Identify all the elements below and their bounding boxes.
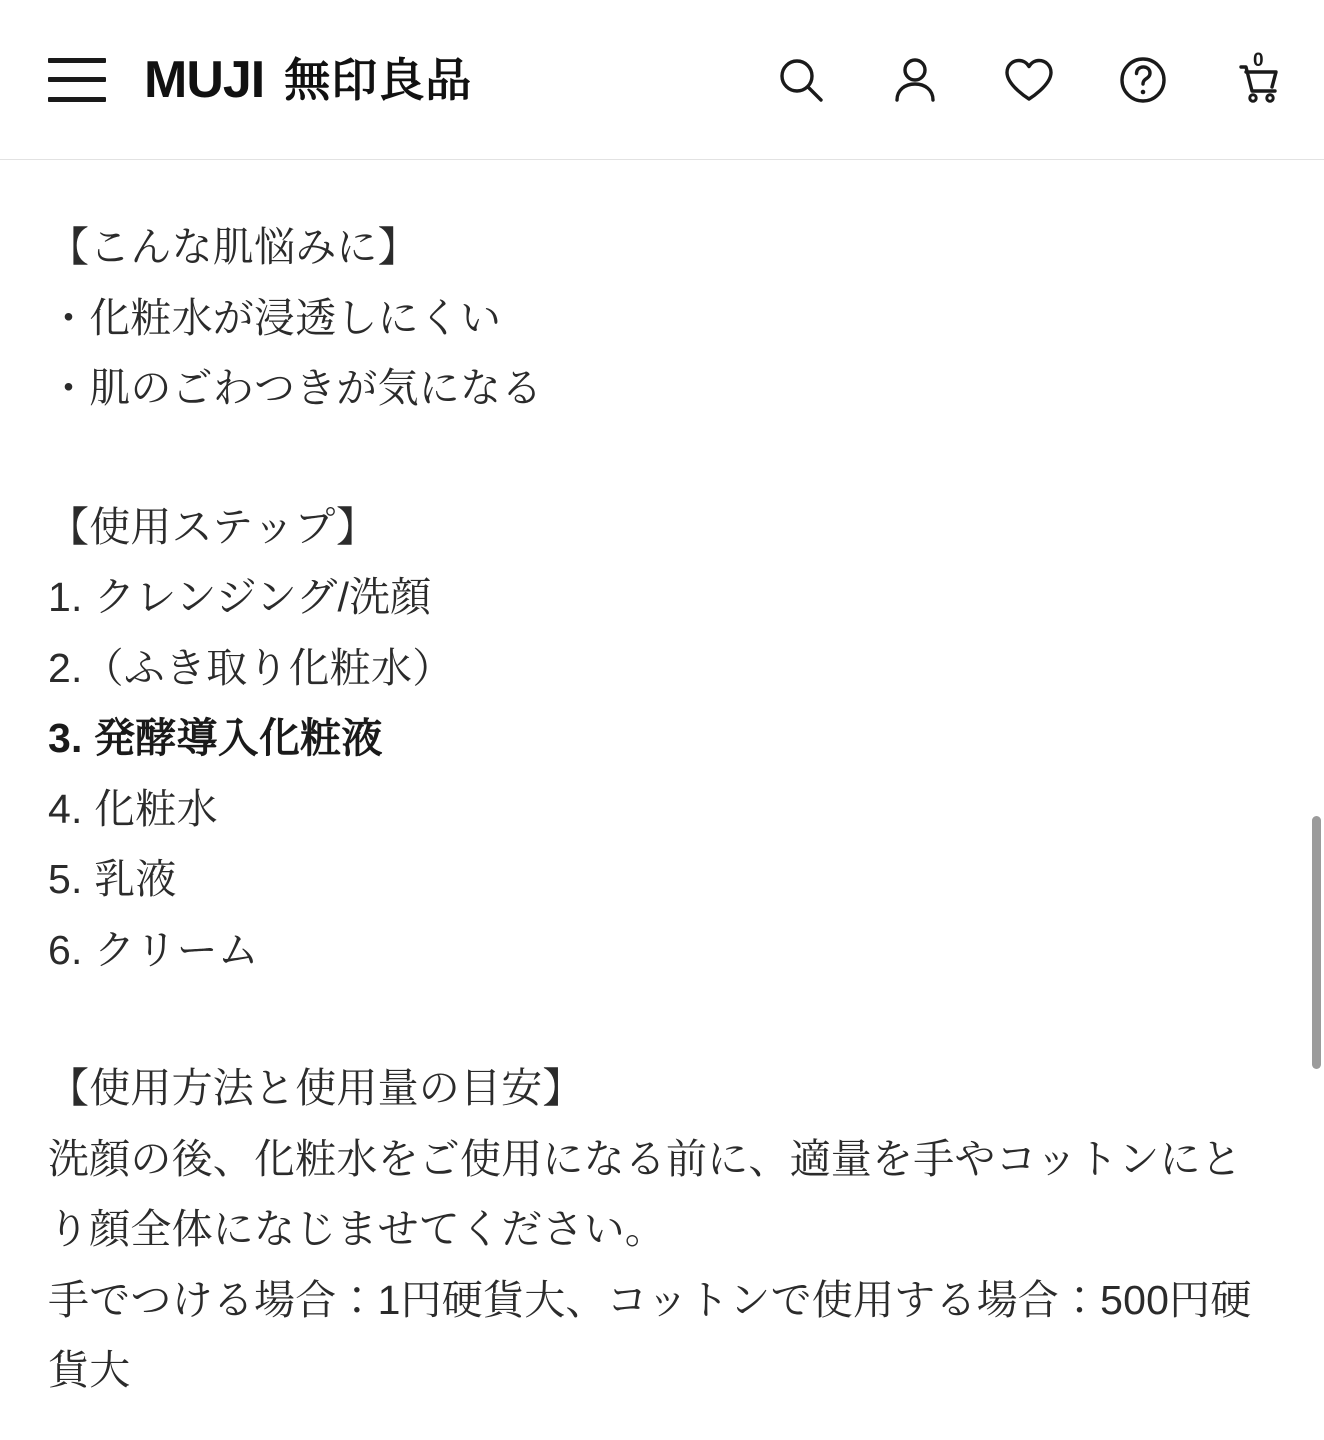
step-item-4: 4. 化粧水 (48, 785, 218, 832)
brand-japanese-text: 無印良品 (284, 53, 473, 106)
spacer-1 (48, 424, 1276, 492)
search-icon[interactable] (770, 49, 832, 111)
header-left-group (48, 50, 473, 109)
product-description (0, 160, 1324, 1406)
brand-logo[interactable] (144, 50, 473, 109)
account-icon[interactable] (884, 49, 946, 111)
heart-icon[interactable] (998, 49, 1060, 111)
steps-heading: 【使用ステップ】 (48, 503, 378, 550)
step-item-3: 3. 発酵導入化粧液 (48, 715, 383, 762)
site-header (0, 0, 1324, 160)
brand-mark-text: MUJI (144, 50, 265, 109)
question-mark-icon[interactable] (1112, 49, 1174, 111)
header-actions (770, 49, 1288, 111)
concern-item-2: ・肌のごわつきが気になる (48, 365, 543, 412)
step-item-6: 6. クリーム (48, 926, 259, 973)
concern-item-1: ・化粧水が浸透しにくい (48, 294, 502, 341)
hamburger-menu-icon[interactable] (48, 58, 106, 102)
hamburger-bar-1 (48, 58, 106, 63)
page-scrollbar-thumb[interactable] (1312, 816, 1321, 1069)
usage-paragraph-1: 洗顔の後、化粧水をご使用になる前に、適量を手やコットンにとり顔全体になじませてください。 (48, 1135, 1242, 1253)
step-item-5: 5. 乳液 (48, 856, 177, 903)
page-scrollbar-track[interactable] (1308, 161, 1324, 1440)
hamburger-bar-2 (48, 77, 106, 82)
step-item-2: 2.（ふき取り化粧水） (48, 644, 454, 691)
usage-heading: 【使用方法と使用量の目安】 (48, 1065, 584, 1112)
cart-item-count: 0 (1252, 49, 1264, 71)
usage-paragraph-2: 手でつける場合：1円硬貨大、コットンで使用する場合：500円硬貨大 (48, 1276, 1252, 1394)
concerns-heading: 【こんな肌悩みに】 (48, 224, 419, 270)
hamburger-bar-3 (48, 97, 106, 102)
spacer-2 (48, 985, 1276, 1053)
shopping-cart-icon[interactable] (1226, 49, 1288, 111)
step-item-1: 1. クレンジング/洗顔 (48, 574, 432, 621)
